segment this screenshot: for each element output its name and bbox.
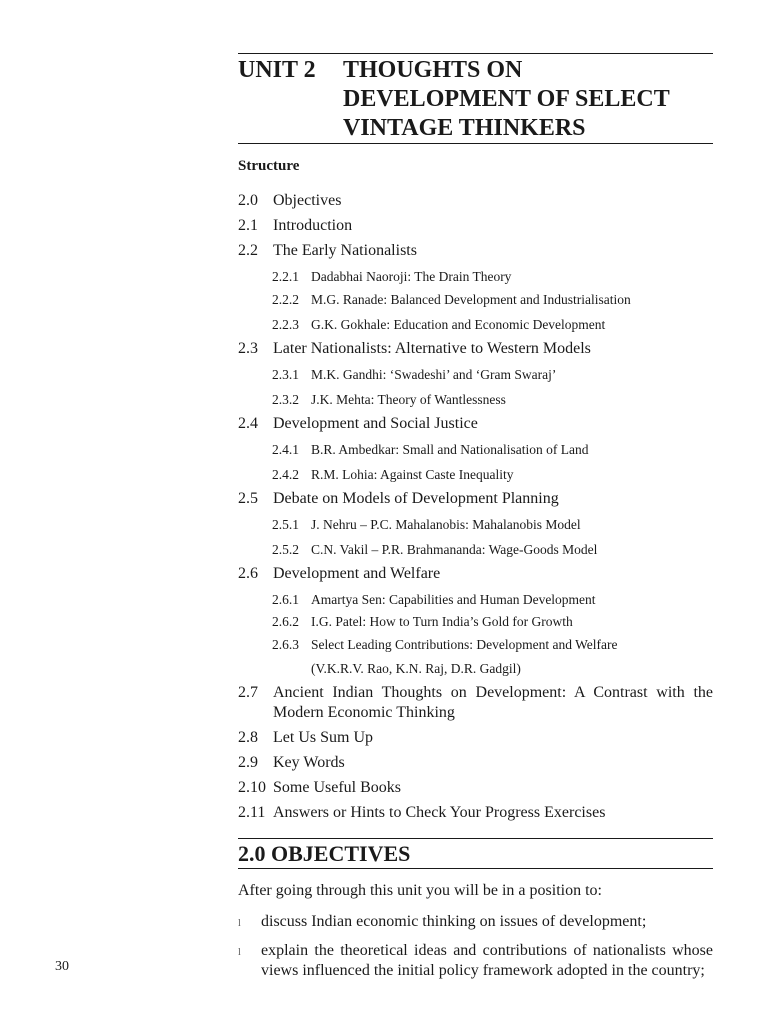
toc-number: 2.2.1 (272, 269, 299, 284)
objective-text: discuss Indian economic thinking on issues of development; (261, 913, 647, 930)
toc-number: 2.4.2 (272, 467, 299, 482)
toc-number: 2.11 (238, 804, 266, 821)
unit-title-line: DEVELOPMENT OF SELECT (343, 86, 670, 112)
toc-item (238, 191, 713, 211)
toc-title: C.N. Vakil – P.R. Brahmananda: Wage-Goods Model (311, 542, 598, 557)
toc-subitem (272, 466, 713, 484)
toc-title: Objectives (273, 192, 342, 209)
toc-title: J.K. Mehta: Theory of Wantlessness (311, 392, 506, 407)
toc-subitem (272, 516, 713, 534)
toc-item (238, 728, 713, 748)
toc-title: G.K. Gokhale: Education and Economic Development (311, 317, 606, 332)
toc-item (238, 339, 713, 359)
toc-title: Later Nationalists: Alternative to Western Models (273, 340, 591, 357)
toc-title: The Early Nationalists (273, 242, 417, 259)
toc-subitem (272, 391, 713, 409)
toc-title: I.G. Patel: How to Turn India’s Gold for Growth (311, 614, 573, 629)
toc-number: 2.6 (238, 565, 258, 582)
toc-item (238, 489, 713, 509)
toc-title: Amartya Sen: Capabilities and Human Development (311, 592, 596, 607)
toc-title: Let Us Sum Up (273, 729, 373, 746)
top-rule (238, 53, 713, 54)
toc-title: Ancient Indian Thoughts on Development: A Contrast with the Modern Economic Thinking (273, 684, 713, 721)
objectives-intro: After going through this unit you will be in a position to: (238, 882, 602, 899)
toc-item (238, 216, 713, 236)
toc-number: 2.7 (238, 684, 258, 701)
toc-number: 2.9 (238, 754, 258, 771)
toc-title: R.M. Lohia: Against Caste Inequality (311, 467, 514, 482)
header-bottom-rule (238, 143, 713, 144)
toc-number: 2.6.2 (272, 614, 299, 629)
toc-number: 2.5.2 (272, 542, 299, 557)
toc-title: Development and Welfare (273, 565, 441, 582)
toc-number: 2.8 (238, 729, 258, 746)
section-heading: 2.0 OBJECTIVES (238, 841, 411, 866)
objective-item (238, 941, 713, 981)
toc-item (238, 778, 713, 798)
objective-text: explain the theoretical ideas and contributions of nationalists whose views influenced the initial policy framework adopted in the country; (261, 942, 713, 979)
toc-continuation: (V.K.R.V. Rao, K.N. Raj, D.R. Gadgil) (311, 661, 521, 676)
toc-item (238, 414, 713, 434)
toc-title: Introduction (273, 217, 353, 234)
toc-title: Answers or Hints to Check Your Progress Exercises (273, 804, 606, 821)
page-number: 30 (55, 959, 69, 974)
toc-subitem (272, 291, 713, 309)
toc-title: M.K. Gandhi: ‘Swadeshi’ and ‘Gram Swaraj’ (311, 367, 557, 382)
toc-number: 2.2 (238, 242, 258, 259)
toc-subitem (272, 541, 713, 559)
toc-subitem (272, 636, 713, 654)
toc-subitem (272, 366, 713, 384)
toc-subitem (272, 316, 713, 334)
bullet-icon: l (238, 947, 241, 958)
section-bottom-rule (238, 868, 713, 869)
unit-title (343, 56, 713, 143)
toc-title: Key Words (273, 754, 345, 771)
toc-title: B.R. Ambedkar: Small and Nationalisation of Land (311, 442, 589, 457)
toc-title: M.G. Ranade: Balanced Development and Industrialisation (311, 292, 631, 307)
toc-item (238, 803, 713, 823)
toc-number: 2.6.1 (272, 592, 299, 607)
toc-number: 2.3.1 (272, 367, 299, 382)
toc-item (238, 683, 713, 723)
toc-number: 2.4.1 (272, 442, 299, 457)
toc-title: Debate on Models of Development Planning (273, 490, 559, 507)
toc-item (238, 241, 713, 261)
toc-item (238, 564, 713, 584)
toc-number: 2.10 (238, 779, 266, 796)
toc-subitem (272, 268, 713, 286)
toc-title: Some Useful Books (273, 779, 401, 796)
bullet-icon: l (238, 918, 241, 929)
toc-number: 2.6.3 (272, 637, 299, 652)
toc-subitem (272, 441, 713, 459)
toc-title: Development and Social Justice (273, 415, 478, 432)
toc-number: 2.3.2 (272, 392, 299, 407)
toc-number: 2.4 (238, 415, 258, 432)
unit-title-line: THOUGHTS ON (343, 57, 523, 83)
toc-number: 2.3 (238, 340, 258, 357)
structure-label: Structure (238, 158, 300, 174)
toc-number: 2.5.1 (272, 517, 299, 532)
toc-title: Dadabhai Naoroji: The Drain Theory (311, 269, 512, 284)
section-top-rule (238, 838, 713, 839)
toc-number: 2.1 (238, 217, 258, 234)
toc-item (238, 753, 713, 773)
toc-title: J. Nehru – P.C. Mahalanobis: Mahalanobis Model (311, 517, 581, 532)
toc-title: Select Leading Contributions: Development and Welfare (311, 637, 618, 652)
toc-subitem (272, 591, 713, 609)
toc-number: 2.2.3 (272, 317, 299, 332)
toc-number: 2.0 (238, 192, 258, 209)
unit-title-line: VINTAGE THINKERS (343, 115, 586, 141)
objective-item (238, 912, 713, 932)
toc-number: 2.2.2 (272, 292, 299, 307)
unit-label: UNIT 2 (238, 57, 316, 83)
toc-number: 2.5 (238, 490, 258, 507)
toc-subitem (272, 613, 713, 631)
